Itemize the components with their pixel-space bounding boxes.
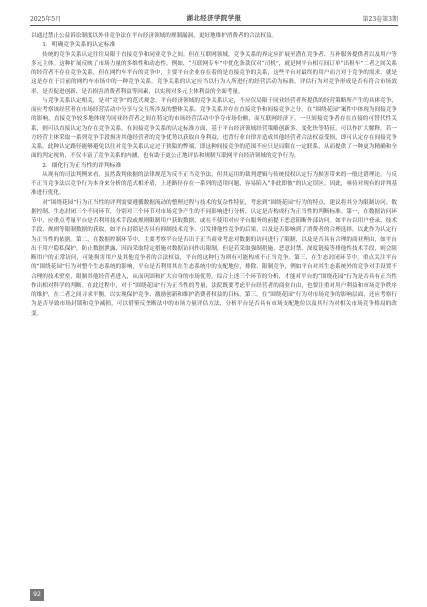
header-rule [30,25,398,26]
running-header [30,10,398,24]
header-journal-title: 湖北经济学院学报 [186,14,242,22]
header-issue-date: 2025年5月 [30,16,62,23]
section-heading: 1．明确竞争关系的认定标准 [42,42,116,49]
body-paragraph: 传统的竞争关系认定往往局限于直接竞争和同业竞争之间。但在互联网领域，竞争关系的界定应扩展至潜在竞争者、互补服务提供者以及用户等多元主体。这种扩展反映了市场力量的多维性和动态性。例如，“互联网专车”中优化条款仅对“司机”，就是网平台相互间订单“出租车”二者之间关系的经营者不存在竞争关系，但在网约车平台的竞争中，主要平台企业存在着的是直接竞争的关系，这些平台对最终的用户而言对于竞争的需求，就是这是存在于目前的网约车市场中的一种竞争关系。竞争关系的认定应当以行为人所进行的经营活动为标准，评估行为对竞争形成是否有符合市场效率、是否促进创新、是否损害消费者利益等因素，以实现对多元主体利益的全面考量。 [31,51,397,95]
body-paragraph: 与竞争关系认定相关，是对“竞争”的范式观念。平台经济领域的竞争关系认定，不应仅局限于同业经营者所提供的经营策略所产生的具体竞争，而应考察该经营者在市场经营活动中分享与交互所涉及的整体关系。竞争关系并存在直接竞争和间接竞争之分，在“围绕花园”案件中体现为间接竞争的影响，直接竞争较多地体现为同业经营者之间在特定的市场经营活动中争夺市场份额，而互联网经济下，一旦间接竞争者存在直接的可替代性关系，则可以直接认定为存在竞争关系。在间接竞争关系的认定标准方面，基于平台经济领域经营策略创新多、变化快等特征，可以作扩大解释，若一方经营主体采取一系列竞争手段损害其他经营者的竞争优势以获取自身利益，违背行业自律并造成其他经营者合法权益受损，即可认定存在间接竞争关系。此种认定路径能够避免以往对竞争关系认定过于狭隘的弊端，即这种间接竞争的范围不应只是局限在一定联系，从而提供了一种更为精确和全面的判定视角，不仅丰富了竞争关系的内涵，也有助于更公正地评估和规制互联网平台经济领域的竞争行为。 [31,97,397,160]
body-paragraph: 以通过禁止公益诉讼制度以外非竞争法在平台经济领域的规制漏洞，更好地维护消费者的合法权益。 [31,33,278,39]
article-body [31,32,397,319]
section-heading: 2．细化行为正当性的评判标准 [42,162,122,169]
body-paragraph: 对“围绕花园”行为正当性的评判需要遵循数据流动的整理过程与技术的复杂性特征，考虑到“围绕花园”行为的特点，建议将其分为限制访问、数据控制、生态封闭三个不同环节，分别对三个环节对市场竞争产生的不同影响进行分析，认定是否构成行为正当性的判断标准。第一，在数据访问环节中，应重点考量平台是否利用技术手段或规则限制用户获取数据，或在不使用对应平台服务的前提下恶意阻断外部访问。如平台以用户登录、技术手段、规则等限制数据的获取，如平台封锁是否具有抑制技术竞争、引发排他性竞争的后果，以及是否影响到了消费者的合理选择，以此作为认定行为正当性的依据。第二，在数据控制环节中，主要考察平台是否出于正当商业考虑对数据的访问进行了限制，以及是否具有合理的商业理由，如平台出于用户隐私保护，防止数据泄露，因而采取特定措施对数据访问作出限制，但是若采取强制措施、恶意封禁、深度链接等排他性技术手段，则会阻断用户的正常访问，可能损害用户及其他竞争者的合法权益，平台的这种行为则有可能构成不正当竞争。第三，在生态封闭环节中，重点关注平台的“围绕花园”行为对整个生态系统的影响，平台是否利用其在生态系统中的支配地位，排除、限制竞争，例如平台对其生态系统外的竞争对手设置不合理的技术壁垒，限制其他经营者进入，从而巩固和扩大自身的市场优势。综合上述三个环节的分析，才能对平台的“围绕花园”行为是否具有正当性作出相对科学的判断。在此过程中，对于“围绕花园”行为正当性的考量，法院既要考虑平台经营者的商业自由，也要注重对用户利益和市场竞争秩序的维护，在二者之间寻求平衡，以实现保护竞争、激励创新和维护消费者权益的目标。第三，在“围绕花园”行为对市场竞争的影响层面，还应考察行为是否导致市场封锁和竞争减损，可以借鉴反垄断法中的市场力量评估方法，分析平台是否具有市场支配地位以及其行为对相关市场竞争格局的改变。 [31,199,397,317]
body-paragraph: 从现有的司法判例来看，虽然裁判依据的法律规范为反不正当竞争法，但其运用的裁判逻辑与传统侵权认定行为损害带来的一般过错理论，与反不正当竞争法以竞争行为本身来分析的范式相矛盾，上述路径存在一系列的适用问题，容易陷入“非此即彼”的认定误区。因此，亟待对现有的评判基准进行优化。 [31,171,397,197]
page-number: 92 [30,589,44,601]
header-volume-issue: 第23卷第3期 [362,16,398,23]
